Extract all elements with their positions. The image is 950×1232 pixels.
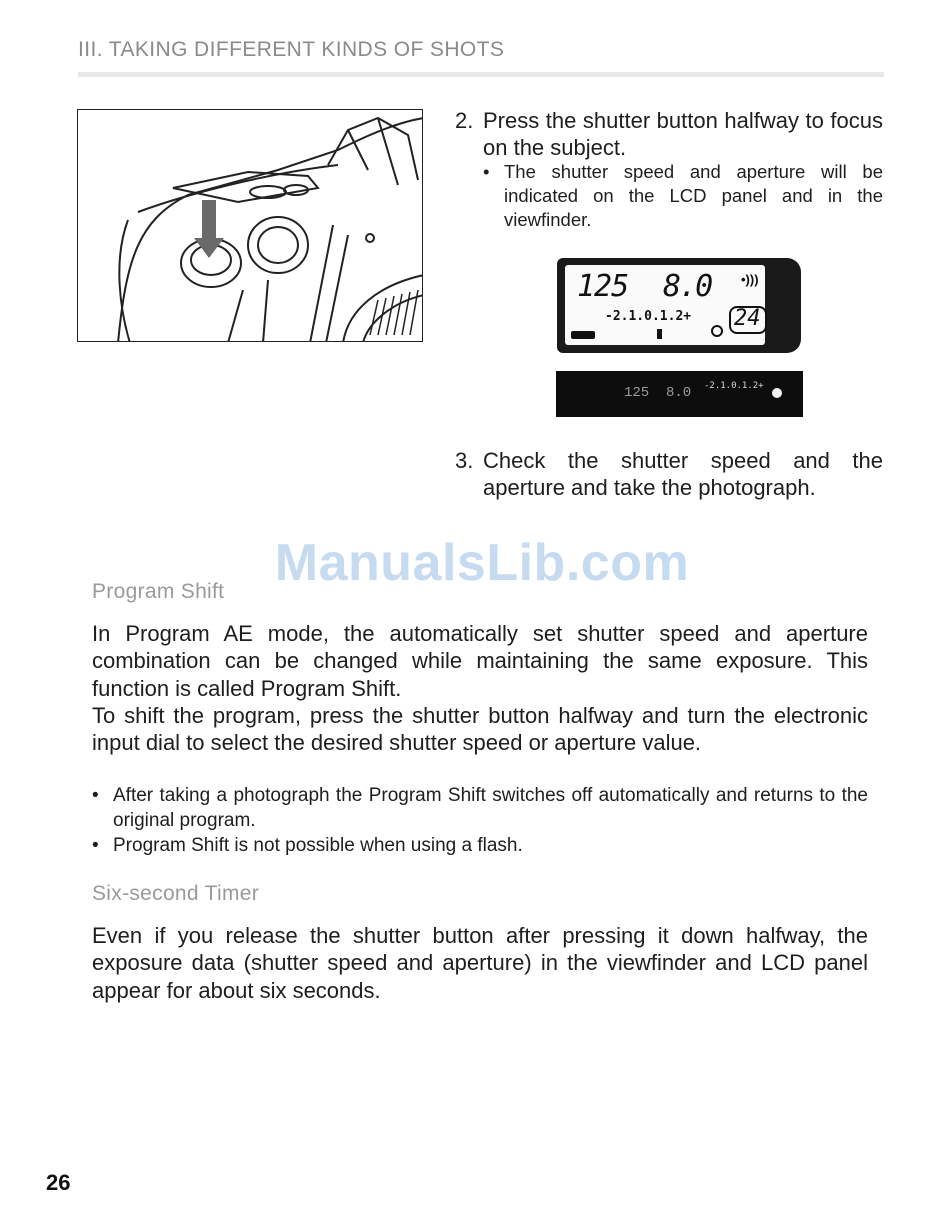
lcd-exposure-scale: -2.1.0.1.2+ [605, 309, 692, 324]
lcd-shutter-value: 125 [577, 269, 629, 304]
lcd-panel [557, 258, 801, 353]
program-shift-bullet-2: Program Shift is not possible when using a flash. [113, 835, 523, 856]
bullet-icon: • [92, 835, 99, 856]
step-3-text: Check the shutter speed and the aperture and take the photograph. [483, 448, 883, 500]
lcd-frame-count: 24 [734, 306, 761, 331]
vf-shutter-value: 125 [624, 385, 650, 401]
step-3-number: 3. [455, 448, 474, 473]
vf-aperture-value: 8.0 [666, 385, 692, 401]
battery-icon [571, 331, 595, 339]
frame-counter-box [729, 306, 767, 334]
beeper-icon: •))) [741, 272, 759, 287]
list-item [92, 783, 868, 833]
lcd-aperture-value: 8.0 [663, 269, 712, 304]
page-number: 26 [46, 1170, 71, 1195]
program-shift-title: Program Shift [92, 580, 225, 603]
chapter-header: III. TAKING DIFFERENT KINDS OF SHOTS [78, 38, 505, 61]
list-item [92, 833, 868, 858]
focus-confirm-icon [772, 388, 782, 398]
vf-exposure-scale: -2.1.0.1.2+ [704, 381, 764, 391]
step-3 [455, 447, 883, 501]
step-2-bullet-text: The shutter speed and aperture will be indicated on the LCD panel and in the viewfinder. [504, 161, 883, 230]
camera-top-drawing [78, 110, 423, 342]
program-shift-paragraph-1: In Program AE mode, the automatically set shutter speed and aperture combination can be changed while maintaining the same exposure. This function is called Program Shift. [92, 621, 868, 701]
six-second-timer-paragraph: Even if you release the shutter button after pressing it down halfway, the exposure data (shutter speed and aperture) in the viewfinder and LCD panel appear for about six seconds. [92, 923, 868, 1003]
step-2-text: Press the shutter button halfway to focus on the subject. [483, 108, 883, 160]
step-2 [455, 107, 883, 161]
program-shift-paragraph-2: To shift the program, press the shutter button halfway and turn the electronic input dial to select the desired shutter speed or aperture value. [92, 702, 868, 756]
bullet-icon: • [483, 161, 490, 182]
six-second-timer-body [92, 922, 868, 1004]
step-2-bullet [483, 160, 883, 232]
program-shift-bullets [92, 783, 868, 858]
camera-illustration [77, 109, 423, 342]
program-shift-body [92, 620, 868, 756]
film-cartridge-icon [711, 325, 723, 337]
step-2-number: 2. [455, 108, 474, 133]
bullet-icon: • [92, 785, 99, 806]
program-shift-bullet-1: After taking a photograph the Program Shift switches off automatically and returns to the original program. [113, 785, 868, 831]
header-rule [78, 72, 884, 77]
lcd-scale-marker [657, 329, 662, 339]
six-second-timer-title: Six-second Timer [92, 882, 260, 905]
watermark: ManualsLib.com [274, 534, 690, 592]
viewfinder-display [556, 371, 803, 417]
